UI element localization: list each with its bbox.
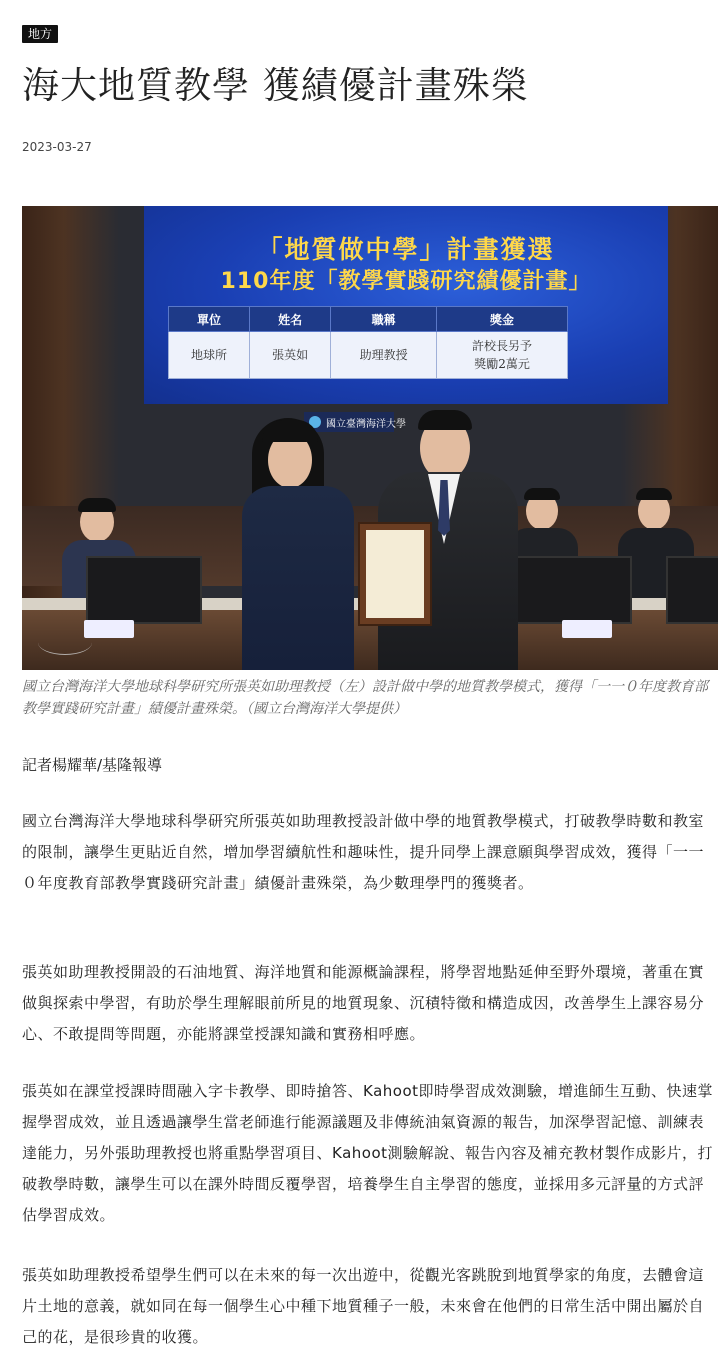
byline: 記者楊耀華/基隆報導 <box>22 756 163 774</box>
article-photo <box>22 206 718 670</box>
table-header: 職稱 <box>331 307 437 332</box>
screen-line-1: 「地質做中學」計畫獲選 <box>257 235 555 264</box>
table-cell: 地球所 <box>169 332 250 379</box>
photographer-signature <box>38 630 92 655</box>
article-paragraph-3: 張英如在課堂授課時間融入字卡教學、即時搶答、Kahoot即時學習成效測驗，增進師生互動、快速掌握學習成效，並且透過讓學生當老師進行能源議題及非傳統油氣資源的報告，加深學習記憶、訓練表達能力，另外張助理教授也將重點學習項目、Kahoot測驗解說、報告內容及補充教材製作成影片，打破教學時數，讓學生可以在課外時間反覆學習，培養學生自主學習的態度，並採用多元評量的方式評估學習成效。 <box>22 1082 714 1224</box>
monitor <box>516 556 632 624</box>
certificate-frame <box>358 522 432 626</box>
monitor <box>666 556 718 624</box>
monitor <box>86 556 202 624</box>
article-paragraph-4: 張英如助理教授希望學生們可以在未來的每一次出遊中，從觀光客跳脫到地質學家的角度，去體會這片土地的意義，就如同在每一個學生心中種下地質種子一般，未來會在他們的日常生活中開出屬於自己的花，是很珍貴的收獲。 <box>22 1266 705 1346</box>
table-cell: 許校長另予 獎勵2萬元 <box>437 332 568 379</box>
article-paragraph-2: 張英如助理教授開設的石油地質、海洋地質和能源概論課程，將學習地點延伸至野外環境，著重在實做與探索中學習，有助於學生理解眼前所見的地質現象、沉積特徵和構造成因，改善學生上課容易分心、不敢提問等問題，亦能將課堂授課知識和實務相呼應。 <box>22 963 705 1043</box>
article-paragraph-1: 國立台灣海洋大學地球科學研究所張英如助理教授設計做中學的地質教學模式，打破教學時數和教室的限制，讓學生更貼近自然，增加學習續航性和趣味性，提升同學上課意願與學習成效，獲得「一一０年度教育部教學實踐研究計畫」績優計畫殊榮，為少數理學門的獲獎者。 <box>22 812 705 892</box>
article-title: 海大地質教學 獲績優計畫殊榮 <box>22 64 529 107</box>
presentation-screen <box>144 206 668 404</box>
category-tag[interactable]: 地方 <box>22 25 58 43</box>
award-table <box>168 306 568 379</box>
university-banner <box>304 412 406 432</box>
nameplate <box>562 620 612 638</box>
publish-date: 2023-03-27 <box>22 140 92 154</box>
photo-caption: 國立台灣海洋大學地球科學研究所張英如助理教授（左）設計做中學的地質教學模式，獲得「一一０年度教育部教學實踐研究計畫」績優計畫殊榮。（國立台灣海洋大學提供） <box>22 679 708 717</box>
table-header: 姓名 <box>250 307 331 332</box>
table-header: 單位 <box>169 307 250 332</box>
screen-line-2: 110年度「教學實踐研究績優計畫」 <box>220 269 592 294</box>
banner-text: 國立臺灣海洋大學 <box>326 419 406 430</box>
table-cell: 助理教授 <box>331 332 437 379</box>
nameplate <box>84 620 134 638</box>
table-header: 獎金 <box>437 307 568 332</box>
table-cell: 張英如 <box>250 332 331 379</box>
